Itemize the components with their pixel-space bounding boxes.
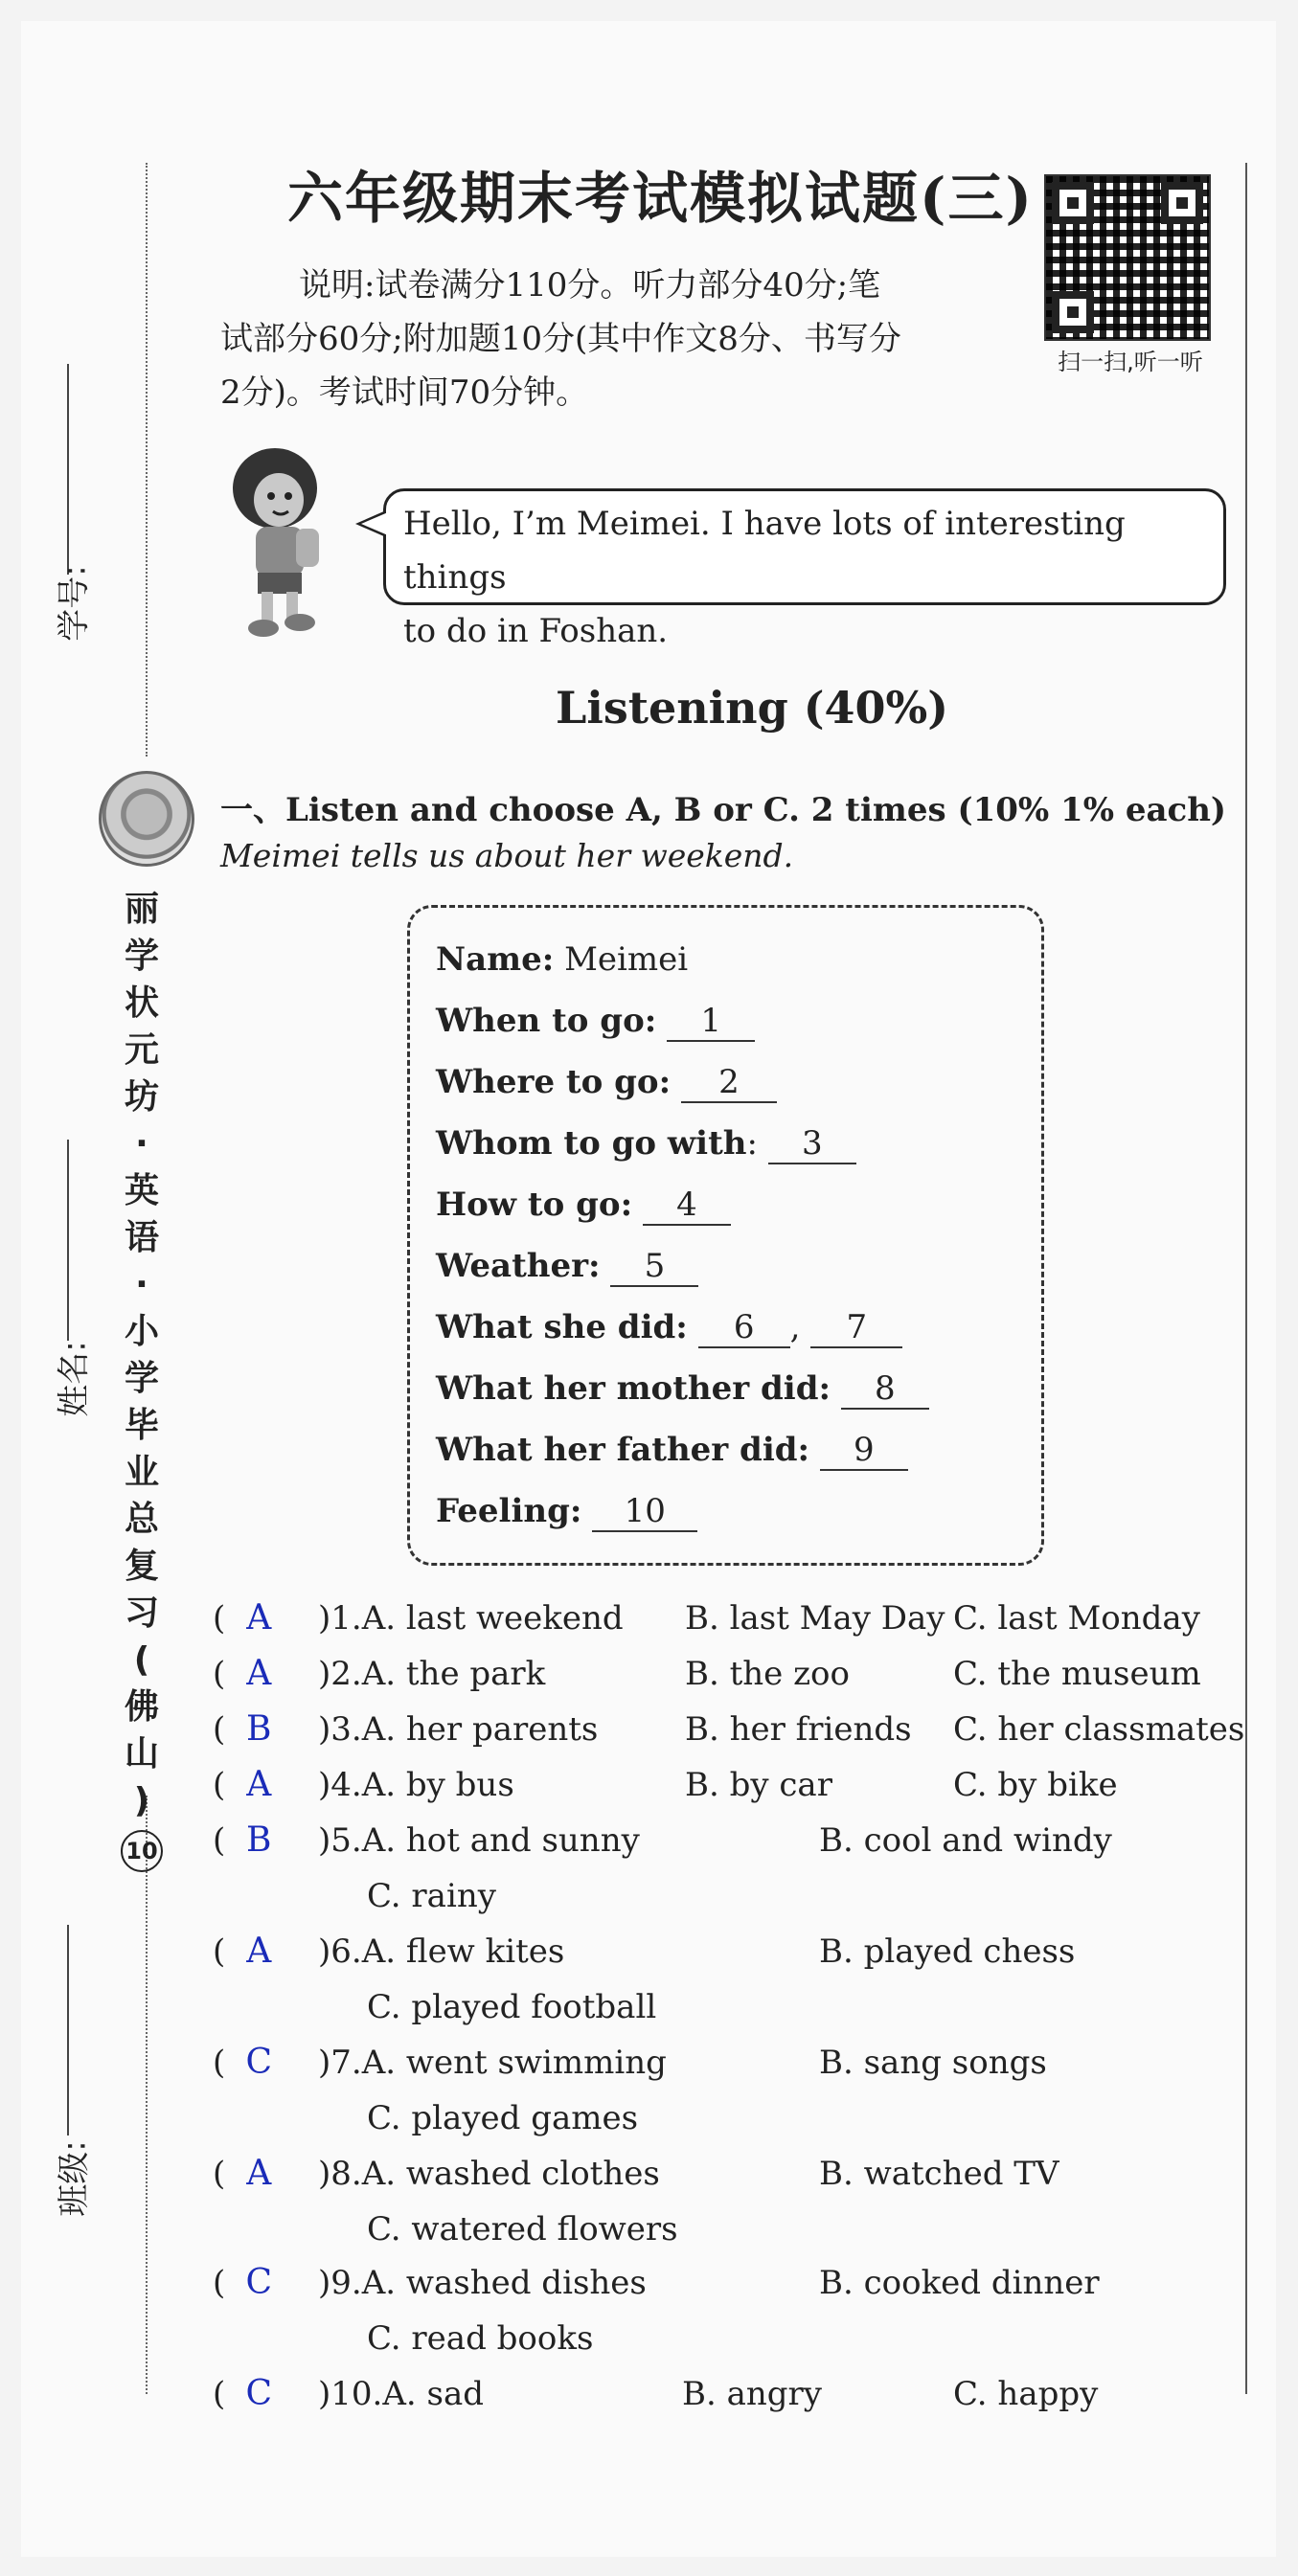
answer-parens[interactable]: ( A	[213, 1655, 318, 1693]
brand-seal-logo	[99, 771, 194, 867]
option-a: A. last weekend	[361, 1599, 624, 1638]
qr-caption: 扫一扫,听一听	[1058, 349, 1203, 375]
option-c: C. last Monday	[953, 1599, 1200, 1638]
option-c: C. read books	[367, 2319, 594, 2358]
answer-blank[interactable]: 7	[810, 1308, 902, 1348]
card-row-name	[436, 929, 1030, 990]
answer-parens[interactable]: ( B	[213, 1710, 318, 1749]
answer-parens[interactable]: ( A	[213, 1599, 318, 1638]
card-label: What her father did:	[436, 1431, 810, 1469]
volume-number: 10	[121, 1830, 163, 1872]
student-no-line	[67, 364, 69, 575]
question-item	[213, 2155, 660, 2193]
option-a: A. washed clothes	[361, 2155, 660, 2193]
question-number: )10.	[318, 2375, 383, 2413]
student-no-label: 学号:	[55, 565, 94, 642]
part1-heading: 一、Listen and choose A, B or C. 2 times (10% 1% each)	[220, 791, 1227, 829]
section-title: Listening (40%)	[556, 682, 949, 734]
answer-choice: B	[246, 1709, 272, 1749]
card-label: Feeling:	[436, 1492, 582, 1530]
card-row	[436, 1235, 1030, 1297]
answer-parens[interactable]: ( A	[213, 2155, 318, 2193]
brand-char: 坊	[124, 1077, 159, 1117]
question-number: )9.	[318, 2264, 362, 2302]
card-row	[436, 1051, 1030, 1113]
answer-choice: A	[246, 1598, 272, 1638]
brand-char: (	[133, 1640, 150, 1680]
option-c: C. rainy	[367, 1877, 496, 1915]
question-number: )6.	[318, 1932, 362, 1971]
question-item	[213, 2044, 667, 2082]
brand-char: 毕	[124, 1406, 159, 1445]
answer-parens[interactable]: ( A	[213, 1932, 318, 1971]
card-label: Weather:	[436, 1247, 601, 1285]
option-b: B. the zoo	[685, 1655, 850, 1693]
brand-char: 学	[124, 937, 159, 976]
option-c: C. the museum	[953, 1655, 1201, 1693]
option-b: B. angry	[682, 2375, 822, 2413]
option-c: C. played football	[367, 1988, 657, 2026]
card-row	[436, 1358, 1030, 1419]
answer-blank[interactable]: 2	[681, 1063, 777, 1103]
question-number: )8.	[318, 2155, 362, 2193]
answer-blank[interactable]: 4	[643, 1186, 731, 1226]
part1-subtitle: Meimei tells us about her weekend.	[220, 837, 794, 874]
cut-line-top	[146, 163, 148, 757]
girl-illustration	[216, 441, 340, 642]
card-label: What she did:	[436, 1308, 688, 1346]
option-a: A. sad	[382, 2375, 484, 2413]
card-row	[436, 1419, 1030, 1480]
answer-blank[interactable]: 8	[841, 1369, 929, 1410]
question-item	[213, 2375, 484, 2413]
brand-char: 总	[124, 1500, 159, 1539]
answer-choice: A	[246, 1932, 272, 1971]
option-b: B. by car	[685, 1766, 832, 1804]
option-b: B. cooked dinner	[819, 2264, 1100, 2302]
answer-blank[interactable]: 10	[592, 1492, 697, 1532]
option-a: A. the park	[361, 1655, 546, 1693]
option-c: C. happy	[953, 2375, 1099, 2413]
question-number: )7.	[318, 2044, 362, 2082]
answer-blank[interactable]: 5	[610, 1247, 698, 1287]
question-item	[213, 1932, 564, 1971]
question-item	[213, 2264, 647, 2302]
brand-char: 英	[124, 1171, 159, 1210]
brand-char: )	[133, 1781, 150, 1820]
speech-line: Hello, I’m Meimei. I have lots of interesting things	[403, 505, 1126, 597]
question-number: )4.	[318, 1766, 362, 1804]
option-b: B. sang songs	[819, 2044, 1047, 2082]
page-title: 六年级期末考试模拟试题(三)	[287, 166, 1034, 231]
option-a: A. went swimming	[361, 2044, 667, 2082]
card-label: When to go:	[436, 1002, 657, 1040]
card-label: Whom to go with	[436, 1124, 747, 1163]
card-label: Name:	[436, 940, 555, 979]
card-row	[436, 1174, 1030, 1235]
answer-parens[interactable]: ( C	[213, 2375, 318, 2413]
question-number: )1.	[318, 1599, 362, 1638]
answer-choice: A	[246, 1765, 272, 1804]
brand-char: 状	[124, 983, 159, 1023]
question-number: )3.	[318, 1710, 362, 1749]
brand-char: 复	[124, 1547, 159, 1586]
option-a: A. washed dishes	[361, 2264, 647, 2302]
answer-choice: C	[245, 2263, 273, 2302]
answer-choice: A	[246, 1654, 272, 1693]
card-colon: :	[746, 1124, 758, 1163]
card-label: How to go:	[436, 1186, 633, 1224]
brand-char: ·	[135, 1265, 148, 1304]
right-border-line	[1245, 163, 1247, 2394]
brand-char: 山	[124, 1734, 159, 1774]
card-label: What her mother did:	[436, 1369, 831, 1408]
option-a: A. flew kites	[361, 1932, 565, 1971]
cut-line-bottom	[146, 1796, 148, 2394]
brand-vertical-text	[117, 886, 167, 1872]
question-item	[213, 1766, 514, 1804]
answer-choice: B	[246, 1820, 272, 1860]
card-row: What she did: 6 , 7	[436, 1297, 1030, 1358]
card-label: Where to go:	[436, 1063, 672, 1101]
answer-blank[interactable]: 3	[768, 1124, 856, 1164]
brand-char: 丽	[124, 890, 159, 929]
answer-blank[interactable]: 6	[698, 1308, 790, 1348]
option-c: C. her classmates	[953, 1710, 1245, 1749]
card-row	[436, 1113, 1030, 1174]
option-c: C. by bike	[953, 1766, 1118, 1804]
brand-char: 小	[124, 1312, 159, 1351]
brand-char: 元	[124, 1030, 159, 1070]
option-c: C. played games	[367, 2099, 639, 2137]
question-item	[213, 1655, 545, 1693]
question-number: )5.	[318, 1821, 362, 1860]
instructions-line: 试部分60分;附加题10分(其中作文8分、书写分	[220, 320, 901, 358]
question-item	[213, 1710, 598, 1749]
question-item	[213, 1599, 624, 1638]
name-line	[67, 1140, 69, 1341]
option-b: B. last May Day	[685, 1599, 945, 1638]
brand-char: 业	[124, 1453, 159, 1492]
option-c: C. watered flowers	[367, 2210, 678, 2248]
option-b: B. cool and windy	[819, 1821, 1112, 1860]
instructions-line: 说明:试卷满分110分。听力部分40分;笔	[299, 266, 881, 305]
answer-parens[interactable]: ( C	[213, 2044, 318, 2082]
answer-choice: C	[245, 2043, 273, 2082]
answer-parens[interactable]: ( A	[213, 1766, 318, 1804]
brand-char: 习	[124, 1593, 159, 1633]
card-row	[436, 1480, 1030, 1542]
name-label: 姓名:	[55, 1341, 94, 1417]
option-b: B. watched TV	[819, 2155, 1059, 2193]
brand-char: 佛	[124, 1687, 159, 1727]
option-b: B. her friends	[685, 1710, 912, 1749]
instructions-line: 2分)。考试时间70分钟。	[220, 373, 589, 412]
answer-parens[interactable]: ( C	[213, 2264, 318, 2302]
brand-char: 学	[124, 1359, 159, 1398]
question-number: )2.	[318, 1655, 362, 1693]
answer-choice: A	[246, 2154, 272, 2193]
question-item	[213, 1821, 640, 1860]
answer-blank[interactable]: 1	[667, 1002, 755, 1042]
card-row	[436, 990, 1030, 1051]
answer-blank[interactable]: 9	[820, 1431, 908, 1471]
speech-line: to do in Foshan.	[403, 612, 669, 650]
option-b: B. played chess	[819, 1932, 1076, 1971]
card-value: Meimei	[564, 940, 689, 979]
option-a: A. by bus	[361, 1766, 514, 1804]
option-a: A. her parents	[361, 1710, 599, 1749]
speech-bubble	[383, 488, 1226, 650]
qr-code-icon[interactable]	[1044, 174, 1211, 341]
info-card	[436, 929, 1030, 1542]
brand-char: 语	[124, 1218, 159, 1257]
answer-parens[interactable]: ( B	[213, 1821, 318, 1860]
brand-char: ·	[135, 1124, 148, 1164]
exam-instructions	[220, 259, 1015, 419]
class-line	[67, 1925, 69, 2135]
answer-choice: C	[245, 2374, 273, 2413]
class-label: 班级:	[55, 2140, 94, 2217]
option-a: A. hot and sunny	[361, 1821, 640, 1860]
